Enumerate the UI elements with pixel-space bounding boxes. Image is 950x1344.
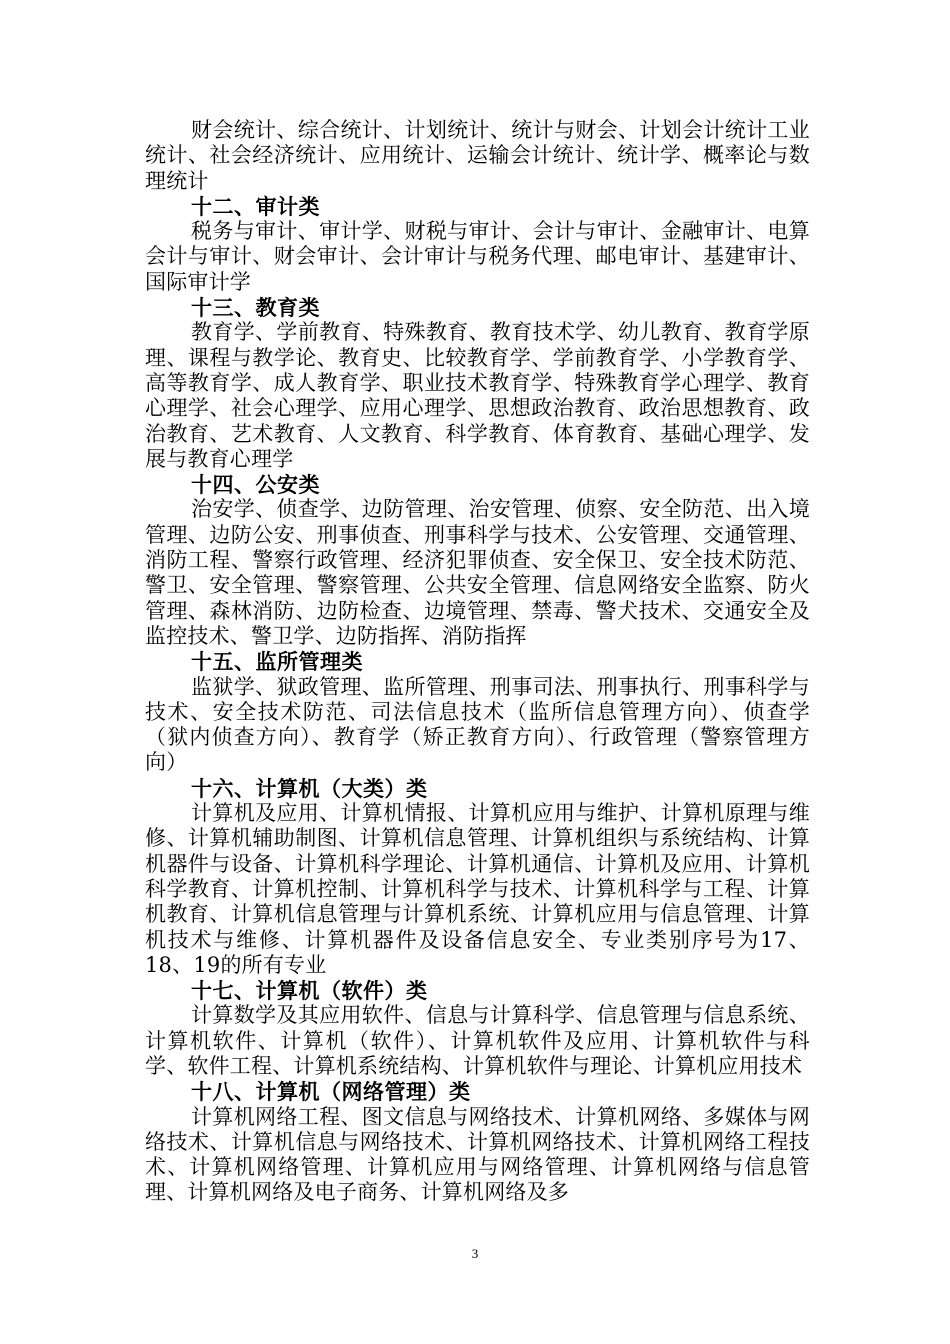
document-page (145, 118, 810, 1206)
paragraph-public-security: 治安学、侦查学、边防管理、治安管理、侦察、安全防范、出入境管理、边防公安、刑事侦查、刑事科学与技术、公安管理、交通管理、消防工程、警察行政管理、经济犯罪侦查、安全保卫、安全技术防范、警卫、安全管理、警察管理、公共安全管理、信息网络安全监察、防火管理、森林消防、边防检查、边境管理、禁毒、警犬技术、交通安全及监控技术、警卫学、边防指挥、消防指挥 (145, 497, 810, 648)
heading-computer-software: 十七、计算机（软件）类 (191, 978, 428, 1004)
paragraph-computer-software: 计算数学及其应用软件、信息与计算科学、信息管理与信息系统、计算机软件、计算机（软件）、计算机软件及应用、计算机软件与科学、软件工程、计算机系统结构、计算机软件与理论、计算机应用技术 (145, 1003, 810, 1078)
paragraph-prison-management: 监狱学、狱政管理、监所管理、刑事司法、刑事执行、刑事科学与技术、安全技术防范、司法信息技术（监所信息管理方向）、侦查学（狱内侦查方向）、教育学（矫正教育方向）、行政管理（警察管理方向） (145, 674, 810, 775)
paragraph-statistics-continued: 财会统计、综合统计、计划统计、统计与财会、计划会计统计工业统计、社会经济统计、应用统计、运输会计统计、统计学、概率论与数理统计 (145, 118, 810, 193)
heading-computer-general: 十六、计算机（大类）类 (191, 775, 428, 801)
paragraph-audit: 税务与审计、审计学、财税与审计、会计与审计、金融审计、电算会计与审计、财会审计、会计审计与税务代理、邮电审计、基建审计、国际审计学 (145, 219, 810, 294)
heading-public-security: 十四、公安类 (191, 472, 320, 498)
heading-computer-network: 十八、计算机（网络管理）类 (191, 1079, 471, 1105)
heading-prison-management: 十五、监所管理类 (191, 649, 363, 675)
paragraph-computer-general: 计算机及应用、计算机情报、计算机应用与维护、计算机原理与维修、计算机辅助制图、计算机信息管理、计算机组织与系统结构、计算机器件与设备、计算机科学理论、计算机通信、计算机及应用、计算机科学教育、计算机控制、计算机科学与技术、计算机科学与工程、计算机教育、计算机信息管理与计算机系统、计算机应用与信息管理、计算机技术与维修、计算机器件及设备信息安全、专业类别序号为17、18、19的所有专业 (145, 801, 810, 977)
paragraph-computer-network: 计算机网络工程、图文信息与网络技术、计算机网络、多媒体与网络技术、计算机信息与网络技术、计算机网络技术、计算机网络工程技术、计算机网络管理、计算机应用与网络管理、计算机网络与信息管理、计算机网络及电子商务、计算机网络及多 (145, 1104, 810, 1205)
heading-audit: 十二、审计类 (191, 193, 320, 219)
page-number: 3 (471, 1246, 479, 1261)
heading-education: 十三、教育类 (191, 295, 320, 321)
paragraph-education: 教育学、学前教育、特殊教育、教育技术学、幼儿教育、教育学原理、课程与教学论、教育史、比较教育学、学前教育学、小学教育学、高等教育学、成人教育学、职业技术教育学、特殊教育学心理学、教育心理学、社会心理学、应用心理学、思想政治教育、政治思想教育、政治教育、艺术教育、人文教育、科学教育、体育教育、基础心理学、发展与教育心理学 (145, 320, 810, 471)
